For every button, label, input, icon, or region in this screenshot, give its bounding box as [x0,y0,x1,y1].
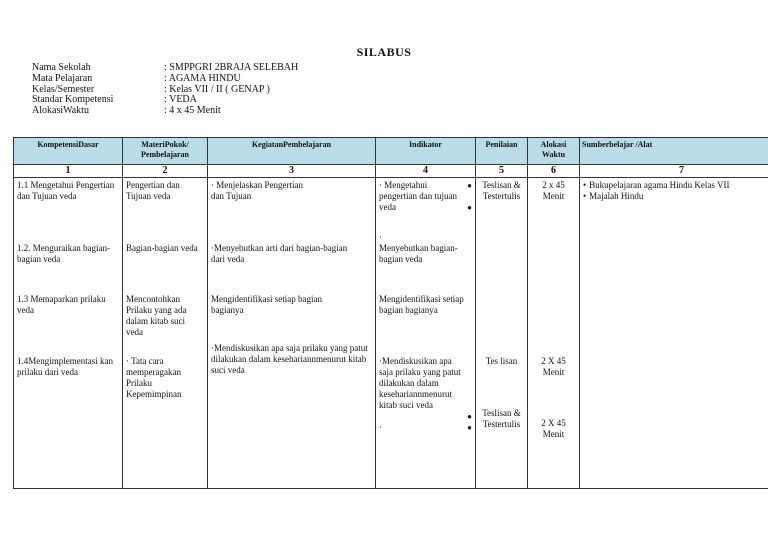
indikator-item [379,180,472,232]
penilaian-cell [476,178,528,489]
meta-value: : SMPPGRI 2BRAJA SELEBAH [164,62,299,73]
penilaian-item: Teslisan & Testertulis [482,180,521,201]
column-number: 2 [123,165,208,178]
header-materi: MateriPokok/ Pembelajaran [123,138,208,165]
sumber-cell [580,178,768,489]
column-number: 1 [14,165,123,178]
alokasi-item: 2 X 45 Menit [541,356,566,377]
materi-item: Mencontohkan Prilaku yang ada dalam kitab suci veda [126,294,187,337]
document-title: SILABUS [356,45,412,59]
header-penilaian: Penilaian [476,138,528,165]
indikator-item: Mengidentifikasi setiap bagian bagianya [379,294,464,315]
meta-value: : AGAMA HINDU [164,72,241,84]
bullet-icon: ● ● [467,181,472,212]
kegiatan-item: Mengidentifikasi setiap bagian bagianya [211,294,322,315]
meta-value: : Kelas VII / II ( GENAP ) [164,83,270,95]
meta-value: : 4 x 45 Menit [164,105,221,117]
materi-cell [123,178,208,489]
meta-value: : VEDA [164,94,197,106]
header-alokasi: Alokasi Waktu [528,138,580,165]
sumber-item: • Majalah Hindu [583,191,768,202]
indikator-text: · [379,422,382,432]
table-row [14,178,768,489]
column-number: 4 [376,165,476,178]
meta-label: Kelas/Semester [32,83,95,95]
kegiatan-item: ·Menyebutkan arti dari bagian-bagian dari veda [211,243,348,264]
column-number: 5 [476,165,528,178]
indikator-text: · Mengetahui pengertian dan tujuan veda [379,180,457,212]
penilaian-item: Teslisan & Testertulis [482,408,521,429]
bullet-icon: ● [467,423,472,432]
meta-row-subject [32,74,298,85]
alokasi-cell [528,178,580,489]
kompetensi-item: 1.4Mengimplementasi kan prilaku dari veda [17,356,113,377]
kompetensi-cell [14,178,123,489]
meta-label: Mata Pelajaran [32,72,93,84]
header-sumber: Sumberbelajar /Alat [580,138,768,165]
syllabus-table [13,137,768,489]
indikator-item [379,422,472,433]
meta-row-time [32,106,298,117]
column-number: 3 [208,165,376,178]
header-kompetensi: KompetensiDasar [14,138,123,165]
meta-label: Standar Kompetensi [32,94,114,106]
kegiatan-item: · Menjelaskan Pengertian dan Tujuan [211,180,303,201]
column-number: 7 [580,165,768,178]
table-header-row [14,138,768,165]
indikator-item [379,356,472,422]
kompetensi-item: 1.1 Mengetahui Pengertian dan Tujuan veda [17,180,115,201]
alokasi-item: 2 X 45 Menit [541,418,566,439]
alokasi-item: 2 x 45 Menit [542,180,565,201]
header-indikator: Indikator [376,138,476,165]
sumber-item: • Bukupelajaran agama Hindu Kelas VII [583,180,768,191]
materi-item: · Tata cara memperagakan Prilaku Kepemimpinan [126,356,182,399]
header-kegiatan: KegiatanPembelajaran [208,138,376,165]
kompetensi-item: 1.3 Memaparkan prilaku veda [17,294,106,315]
sumber-list [583,180,768,202]
penilaian-item: Tes lisan [485,356,518,366]
table-number-row [14,165,768,178]
meta-label: Nama Sekolah [32,62,91,73]
indikator-item: Menyebutkan bagian-bagian veda [379,243,458,264]
column-number: 6 [528,165,580,178]
meta-label: AlokasiWaktu [32,105,89,117]
kegiatan-item: ·Mendiskusikan apa saja prilaku yang patut dilakukan dalam kesehariannmenurut kitab suci veda [211,343,368,375]
indikator-cell [376,178,476,489]
materi-item: Pengertian dan Tujuan veda [126,180,180,201]
indikator-text: ·Mendiskusikan apa saja prilaku yang patut dilakukan dalam kesehariannmenurut kitab suci veda [379,356,461,410]
kompetensi-item: 1.2. Menguraikan bagian-bagian veda [17,243,110,264]
document-meta [32,63,298,117]
kegiatan-cell [208,178,376,489]
materi-item: Bagian-bagian veda [126,243,198,253]
bullet-icon: ● [467,412,472,421]
indikator-item: · [379,232,382,242]
